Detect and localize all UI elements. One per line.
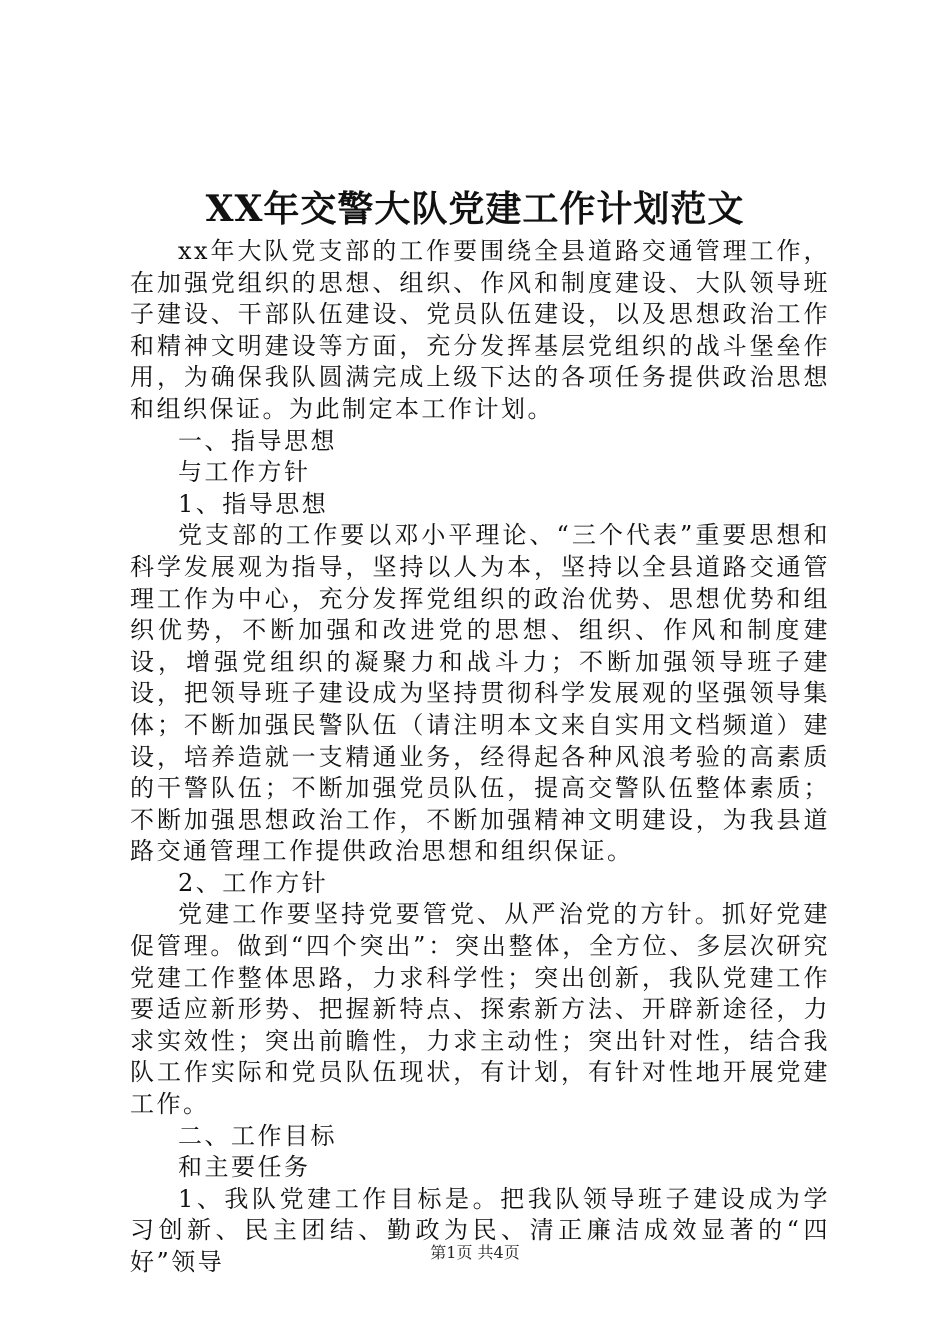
section-heading-2: 二、工作目标	[178, 1121, 337, 1150]
document-title: XX年交警大队党建工作计划范文	[205, 188, 745, 230]
section-heading-1: 一、指导思想	[178, 426, 337, 455]
work-goal-paragraph: 1、我队党建工作目标是。把我队领导班子建设成为学习创新、民主团结、勤政为民、清正廉洁成效显著的“四好”领导	[130, 1184, 830, 1276]
page-number-footer: 第1页 共4页	[430, 1243, 520, 1262]
section-heading-2-continued: 和主要任务	[178, 1153, 311, 1182]
document-body	[130, 236, 830, 1279]
intro-paragraph: xx年大队党支部的工作要围绕全县道路交通管理工作，在加强党组织的思想、组织、作风和制度建设、大队领导班子建设、干部队伍建设、党员队伍建设，以及思想政治工作和精神文明建设等方面，充分发挥基层党组织的战斗堡垒作用，为确保我队圆满完成上级下达的各项任务提供政治思想和组织保证。为此制定本工作计划。	[130, 237, 830, 423]
section-heading-1-continued: 与工作方针	[178, 458, 311, 487]
subsection-heading-1-2: 2、工作方针	[178, 868, 329, 897]
work-policy-paragraph: 党建工作要坚持党要管党、从严治党的方针。抓好党建促管理。做到“四个突出”：突出整体，全方位、多层次研究党建工作整体思路，力求科学性；突出创新，我队党建工作要适应新形势、把握新特点、探索新方法、开辟新途径，力求实效性；突出前瞻性，力求主动性；突出针对性，结合我队工作实际和党员队伍现状，有计划，有针对性地开展党建工作。	[130, 900, 830, 1119]
subsection-heading-1-1: 1、指导思想	[178, 489, 329, 518]
guiding-thought-paragraph: 党支部的工作要以邓小平理论、“三个代表”重要思想和科学发展观为指导，坚持以人为本，坚持以全县道路交通管理工作为中心，充分发挥党组织的政治优势、思想优势和组织优势，不断加强和改进党的思想、组织、作风和制度建设，增强党组织的凝聚力和战斗力；不断加强领导班子建设，把领导班子建设成为坚持贯彻科学发展观的坚强领导集体；不断加强民警队伍（请注明本文来自实用文档频道）建设，培养造就一支精通业务，经得起各种风浪考验的高素质的干警队伍；不断加强党员队伍，提高交警队伍整体素质；不断加强思想政治工作，不断加强精神文明建设，为我县道路交通管理工作提供政治思想和组织保证。	[130, 521, 830, 866]
